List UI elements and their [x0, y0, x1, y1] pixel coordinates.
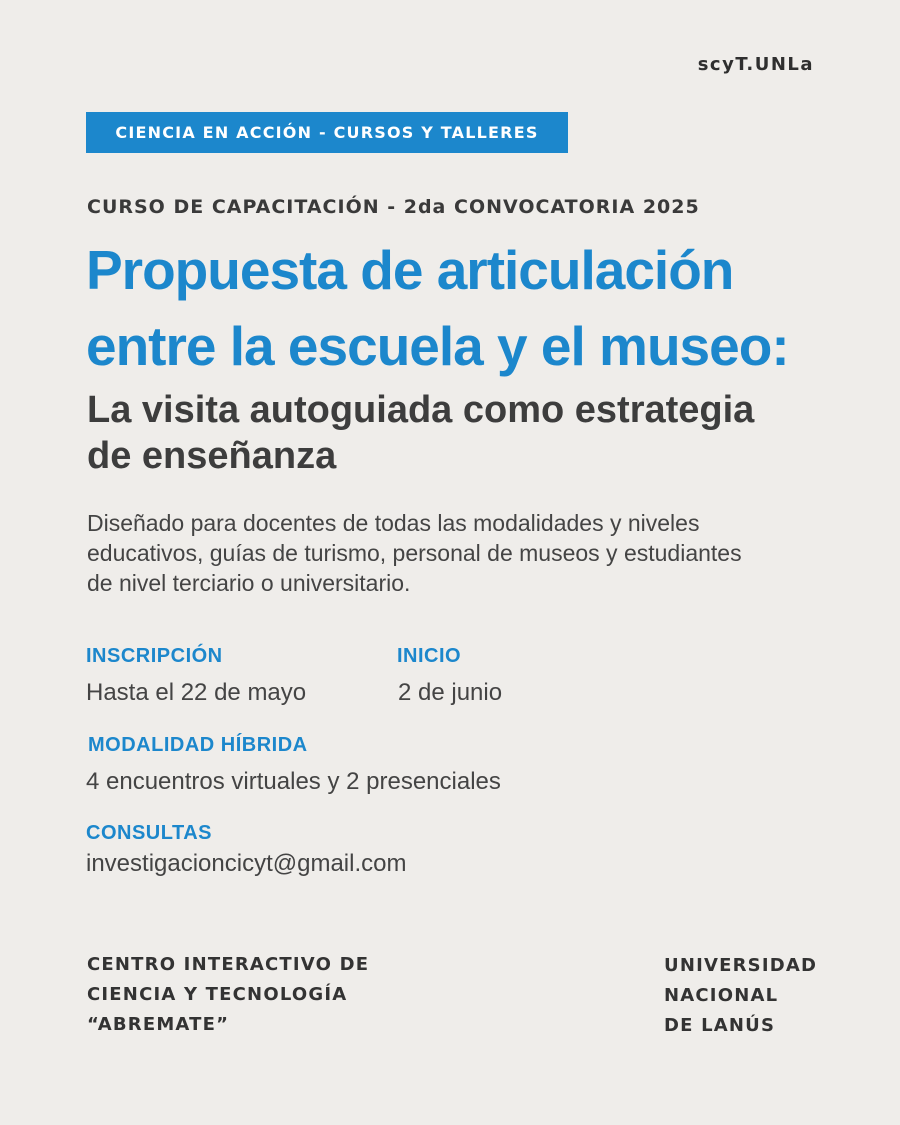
title-line: Propuesta de articulación [86, 239, 734, 301]
contact-email[interactable]: investigacioncicyt@gmail.com [86, 850, 407, 877]
subtitle-line: de enseñanza [87, 435, 337, 477]
modalidad-value: 4 encuentros virtuales y 2 presenciales [86, 768, 501, 795]
footer-line: UNIVERSIDAD [664, 955, 818, 976]
inscripcion-value: Hasta el 22 de mayo [86, 679, 307, 706]
title-line: entre la escuela y el museo: [86, 315, 789, 377]
footer-line: CENTRO INTERACTIVO DE [87, 954, 370, 975]
footer-university-name [664, 951, 817, 1041]
footer-center-name [87, 950, 369, 1040]
brand-logo: scyT.UNLa [697, 54, 814, 75]
description-line: Diseñado para docentes de todas las modalidades y niveles [87, 510, 700, 536]
page-title [86, 232, 846, 384]
footer-line: “ABREMATE” [87, 1014, 230, 1035]
inicio-label: INICIO [397, 645, 462, 667]
inicio-value: 2 de junio [398, 679, 503, 706]
footer-line: NACIONAL [664, 985, 779, 1006]
course-description [87, 508, 827, 598]
footer-line: CIENCIA Y TECNOLOGÍA [87, 984, 348, 1005]
footer-line: DE LANÚS [664, 1015, 776, 1036]
course-kicker: CURSO DE CAPACITACIÓN - 2da CONVOCATORIA 2025 [87, 196, 700, 218]
consultas-label: CONSULTAS [86, 822, 212, 844]
subtitle-line: La visita autoguiada como estrategia [87, 389, 755, 431]
page-subtitle [87, 387, 847, 479]
description-line: de nivel terciario o universitario. [87, 570, 411, 596]
modalidad-label: MODALIDAD HÍBRIDA [88, 734, 308, 756]
category-banner: CIENCIA EN ACCIÓN - CURSOS Y TALLERES [86, 112, 568, 153]
inscripcion-label: INSCRIPCIÓN [86, 645, 223, 667]
description-line: educativos, guías de turismo, personal de museos y estudiantes [87, 540, 742, 566]
